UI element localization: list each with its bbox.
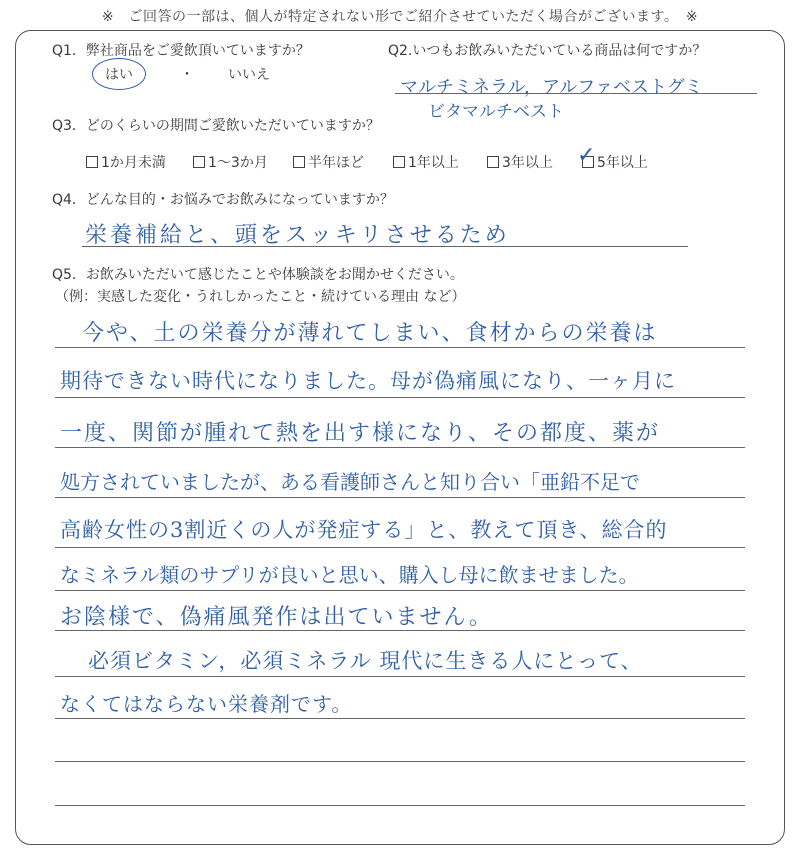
q5-rule-11: [55, 805, 745, 806]
q5-rule-4: [55, 497, 745, 498]
q5-answer-line-9: なくてはならない栄養剤です。: [60, 692, 353, 716]
q5-answer-line-5: 高齢女性の3割近くの人が発症する」と、教えて頂き、総合的: [60, 518, 668, 542]
q5-answer-line-6: なミネラル類のサプリが良いと思い、購入し母に飲ませました。: [60, 563, 639, 587]
q3-label: Q3．どのくらいの期間ご愛飲いただいていますか？: [52, 118, 380, 134]
q4-answer: 栄養補給と、頭をスッキリさせるため: [85, 223, 510, 248]
q2-answer-line-2: ビタマルチベスト: [428, 102, 564, 122]
q3-option-3-label: 半年ほど: [308, 155, 364, 171]
q5-answer-line-1: 今や、土の栄養分が薄れてしまい、食材からの栄養は: [82, 321, 658, 346]
q5-label: Q5．お飲みいただいて感じたことや体験談をお聞かせください。: [52, 267, 464, 283]
q4-answer-rule: [82, 246, 688, 247]
q5-rule-9: [55, 718, 745, 719]
q5-rule-6: [55, 590, 745, 591]
q3-option-4-label: 1年以上: [408, 155, 459, 171]
q5-rule-5: [55, 547, 745, 548]
q3-option-1[interactable]: [86, 152, 166, 172]
q3-option-1-label: 1か月未満: [101, 155, 166, 171]
q2-label: Q2.いつもお飲みいただいている商品は何ですか？: [388, 43, 707, 59]
q5-answer-line-2: 期待できない時代になりました。母が偽痛風になり、一ヶ月に: [60, 369, 676, 393]
q3-option-5-label: 3年以上: [502, 155, 553, 171]
checkbox-icon[interactable]: [487, 156, 499, 168]
q5-rule-2: [55, 397, 745, 398]
q5-rule-7: [55, 630, 745, 631]
q5-sublabel: （例：実感した変化・うれしかったこと・続けている理由 など）: [55, 289, 466, 305]
q5-rule-8: [55, 676, 745, 677]
q3-option-3[interactable]: [293, 152, 364, 172]
q3-option-6-label: 5年以上: [597, 155, 648, 171]
q4-label: Q4．どんな目的・お悩みでお飲みになっていますか？: [52, 192, 394, 208]
q1-label: Q1．弊社商品をご愛飲頂いていますか？: [52, 43, 310, 59]
q3-option-5[interactable]: [487, 152, 553, 172]
privacy-notice: ※ ご回答の一部は、個人が特定されない形でご紹介させていただく場合がございます。 ※: [101, 9, 699, 25]
q3-option-2-label: 1～3か月: [208, 155, 268, 171]
checkbox-icon[interactable]: [393, 156, 405, 168]
q1-option-yes[interactable]: はい: [105, 67, 133, 83]
q5-answer-line-3: 一度、関節が腫れて熱を出す様になり、その都度、薬が: [60, 421, 661, 446]
q3-option-2[interactable]: [193, 152, 268, 172]
q5-answer-line-7: お陰様で、偽痛風発作は出ていません。: [60, 605, 493, 630]
q1-option-separator: ・: [180, 67, 194, 83]
q3-option-4[interactable]: [393, 152, 459, 172]
checkmark-icon: ✓: [577, 143, 596, 168]
checkbox-icon[interactable]: [193, 156, 205, 168]
q5-rule-10: [55, 761, 745, 762]
q2-answer-rule: [395, 93, 757, 94]
q5-answer-line-8: 必須ビタミン，必須ミネラル 現代に生きる人にとって、: [88, 649, 643, 673]
q1-option-no[interactable]: いいえ: [228, 67, 270, 83]
q5-answer-line-4: 処方されていましたが、ある看護師さんと知り合い「亜鉛不足で: [60, 470, 640, 494]
checkbox-icon[interactable]: [293, 156, 305, 168]
q5-rule-3: [55, 447, 745, 448]
q5-rule-1: [55, 347, 745, 348]
q2-answer-line-1: マルチミネラル，アルファベストグミ: [400, 77, 703, 98]
checkbox-icon[interactable]: [86, 156, 98, 168]
